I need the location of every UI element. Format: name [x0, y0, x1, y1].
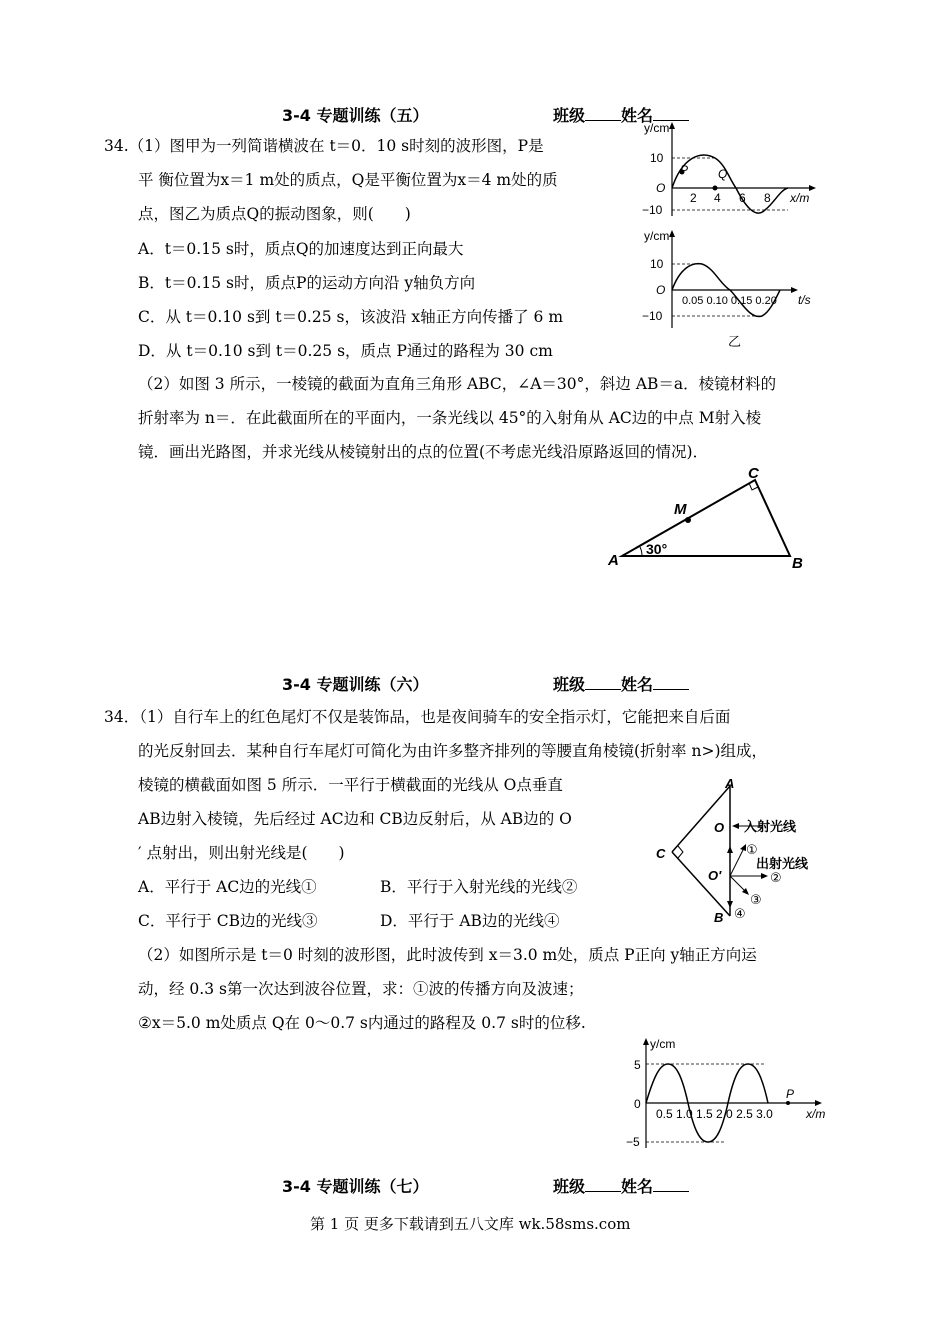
y-5: 5: [634, 1058, 641, 1072]
y-arrow-icon: [669, 122, 675, 129]
option-a: A．平行于 AC边的光线①: [138, 878, 317, 896]
edge-cb: [672, 852, 730, 916]
point-o: O: [714, 820, 725, 835]
name-blank[interactable]: [653, 106, 689, 121]
q6-1-line2: 的光反射回去．某种自行车尾灯可简化为由许多整齐排列的等腰直角棱镜(折射率 n>)组成，: [138, 742, 767, 760]
emergent-label: 出射光线: [756, 856, 809, 871]
class-blank[interactable]: [585, 1177, 621, 1192]
q6-1-line4: AB边射入棱镜，先后经过 AC边和 CB边反射后，从 AB边的 O: [138, 810, 572, 828]
sec6-class-name: [553, 672, 689, 695]
q34-1-line1: 34.（1）图甲为一列简谐横波在 t＝0．10 s时刻的波形图，P是: [104, 137, 544, 155]
q34-2-line3: 镜．画出光路图，并求光线从棱镜射出的点的位置(不考虑光线沿原路返回的情况)．: [138, 443, 709, 461]
origin: O: [656, 181, 666, 195]
y-10: 10: [650, 151, 664, 165]
name-blank[interactable]: [653, 1177, 689, 1192]
t-label: t/s: [798, 293, 811, 307]
ray-1-label: ①: [746, 842, 758, 857]
incident-arrow-icon: [732, 823, 739, 829]
label-p: P: [786, 1087, 795, 1101]
point-p: [786, 1101, 790, 1105]
q6-2-line1: （2）如图所示是 t＝0 时刻的波形图，此时波传到 x＝3.0 m处，质点 P正向 y轴正方向运: [138, 946, 757, 964]
option-a: A．t＝0.15 s时，质点Q的加速度达到正向最大: [138, 240, 464, 258]
x-ticks: 0.5 1.0 1.5 2.0 2.5 3.0: [656, 1107, 773, 1121]
x-8: 8: [764, 191, 771, 205]
page-footer: 第 1 页 更多下载请到五八文库 wk.58sms.com: [310, 1215, 631, 1233]
t-ticks: 0.05 0.10 0.15 0.20: [682, 295, 777, 307]
name-label: 姓名: [621, 106, 654, 125]
option-d: D．平行于 AB边的光线④: [380, 912, 560, 930]
x-arrow-icon: [815, 1100, 822, 1106]
option-c: C．平行于 CB边的光线③: [138, 912, 318, 930]
label-p: P: [680, 163, 689, 177]
q6-1-line5: ′ 点射出，则出射光线是( ): [138, 844, 345, 862]
ray-3-label: ③: [750, 892, 762, 907]
q6-2-line3: ②x＝5.0 m处质点 Q在 0～0.7 s内通过的路程及 0.7 s时的位移.: [138, 1014, 586, 1032]
origin: O: [656, 283, 666, 297]
x-2: 2: [690, 191, 697, 205]
x-4: 4: [714, 191, 721, 205]
q6-1-line1: 34．（1）自行车上的红色尾灯不仅是装饰品，也是夜间骑车的安全指示灯，它能把来自后面: [104, 708, 731, 726]
y-m10: −10: [642, 203, 663, 217]
vertex-a: A: [725, 776, 735, 791]
y-m5: −5: [626, 1135, 640, 1149]
q6-1-line3: 棱镜的横截面如图 5 所示．一平行于横截面的光线从 O点垂直: [138, 776, 563, 794]
point-q: [713, 186, 718, 191]
vertex-c: C: [656, 846, 666, 861]
ray-3: [730, 876, 746, 892]
sec7-title: 3-4 专题训练（七）: [282, 1177, 429, 1196]
name-label: 姓名: [621, 675, 654, 694]
caption-yi: 乙: [728, 334, 742, 349]
q34-1-line2: 平 衡位置为x＝1 m处的质点，Q是平衡位置为x＝4 m处的质: [138, 171, 558, 189]
vertex-c: C: [748, 465, 759, 482]
x-6: 6: [739, 191, 746, 205]
class-label: 班级: [553, 675, 586, 694]
prism-reflector-diagram: [650, 776, 830, 924]
option-b: B．平行于入射光线的光线②: [380, 878, 578, 896]
vertex-b: B: [792, 555, 803, 572]
x-label: x/m: [806, 1107, 826, 1121]
q34-1-line3: 点，图乙为质点Q的振动图象，则( ): [138, 205, 411, 223]
class-blank[interactable]: [585, 106, 621, 121]
point-o-prime: O′: [708, 868, 722, 883]
class-label: 班级: [553, 106, 586, 125]
class-blank[interactable]: [585, 675, 621, 690]
sec6-title: 3-4 专题训练（六）: [282, 675, 429, 694]
sec7-class-name: [553, 1174, 689, 1197]
y-10: 10: [650, 257, 664, 271]
wave-graph-t0: [620, 1036, 840, 1160]
class-label: 班级: [553, 1177, 586, 1196]
ray-2-label: ②: [770, 870, 782, 885]
t-arrow-icon: [791, 287, 798, 293]
x-label: x/m: [790, 191, 810, 205]
vibration-graph-yi: [640, 228, 820, 350]
y-label: y/cm: [650, 1037, 676, 1051]
point-m-label: M: [674, 501, 687, 518]
label-q: Q: [718, 167, 728, 181]
y-label: y/cm: [644, 229, 670, 243]
prism-triangle: [600, 462, 820, 574]
wave-graph-jia: [640, 120, 820, 230]
x-arrow-icon: [809, 185, 816, 191]
q6-2-line2: 动，经 0.3 s第一次达到波谷位置，求：①波的传播方向及波速；: [138, 980, 584, 998]
q34-2-line1: （2）如图 3 所示，一棱镜的截面为直角三角形 ABC，∠A＝30°，斜边 AB＝a．棱镜材料的: [138, 375, 777, 393]
edge-ac: [672, 786, 730, 852]
name-label: 姓名: [621, 1177, 654, 1196]
option-b: B．t＝0.15 s时，质点P的运动方向沿 y轴负方向: [138, 274, 476, 292]
y-m10: −10: [642, 309, 663, 323]
vertex-b: B: [714, 910, 724, 924]
y-label: y/cm: [644, 121, 670, 135]
option-c: C．从 t＝0.10 s到 t＝0.25 s，该波沿 x轴正方向传播了 6 m: [138, 308, 564, 326]
y-0: 0: [634, 1097, 641, 1111]
q34-2-line2: 折射率为 n＝．在此截面所在的平面内，一条光线以 45°的入射角从 AC边的中点 M射入棱: [138, 409, 762, 427]
incident-label: 入射光线: [744, 819, 797, 834]
angle-label: 30°: [646, 541, 668, 557]
name-blank[interactable]: [653, 675, 689, 690]
vertex-a: A: [608, 552, 619, 569]
sec5-title: 3-4 专题训练（五）: [282, 106, 429, 125]
y-arrow-icon: [643, 1038, 649, 1045]
ray-4-label: ④: [734, 906, 746, 921]
option-d: D．从 t＝0.10 s到 t＝0.25 s，质点 P通过的路程为 30 cm: [138, 342, 553, 360]
y-arrow-icon: [669, 230, 675, 237]
